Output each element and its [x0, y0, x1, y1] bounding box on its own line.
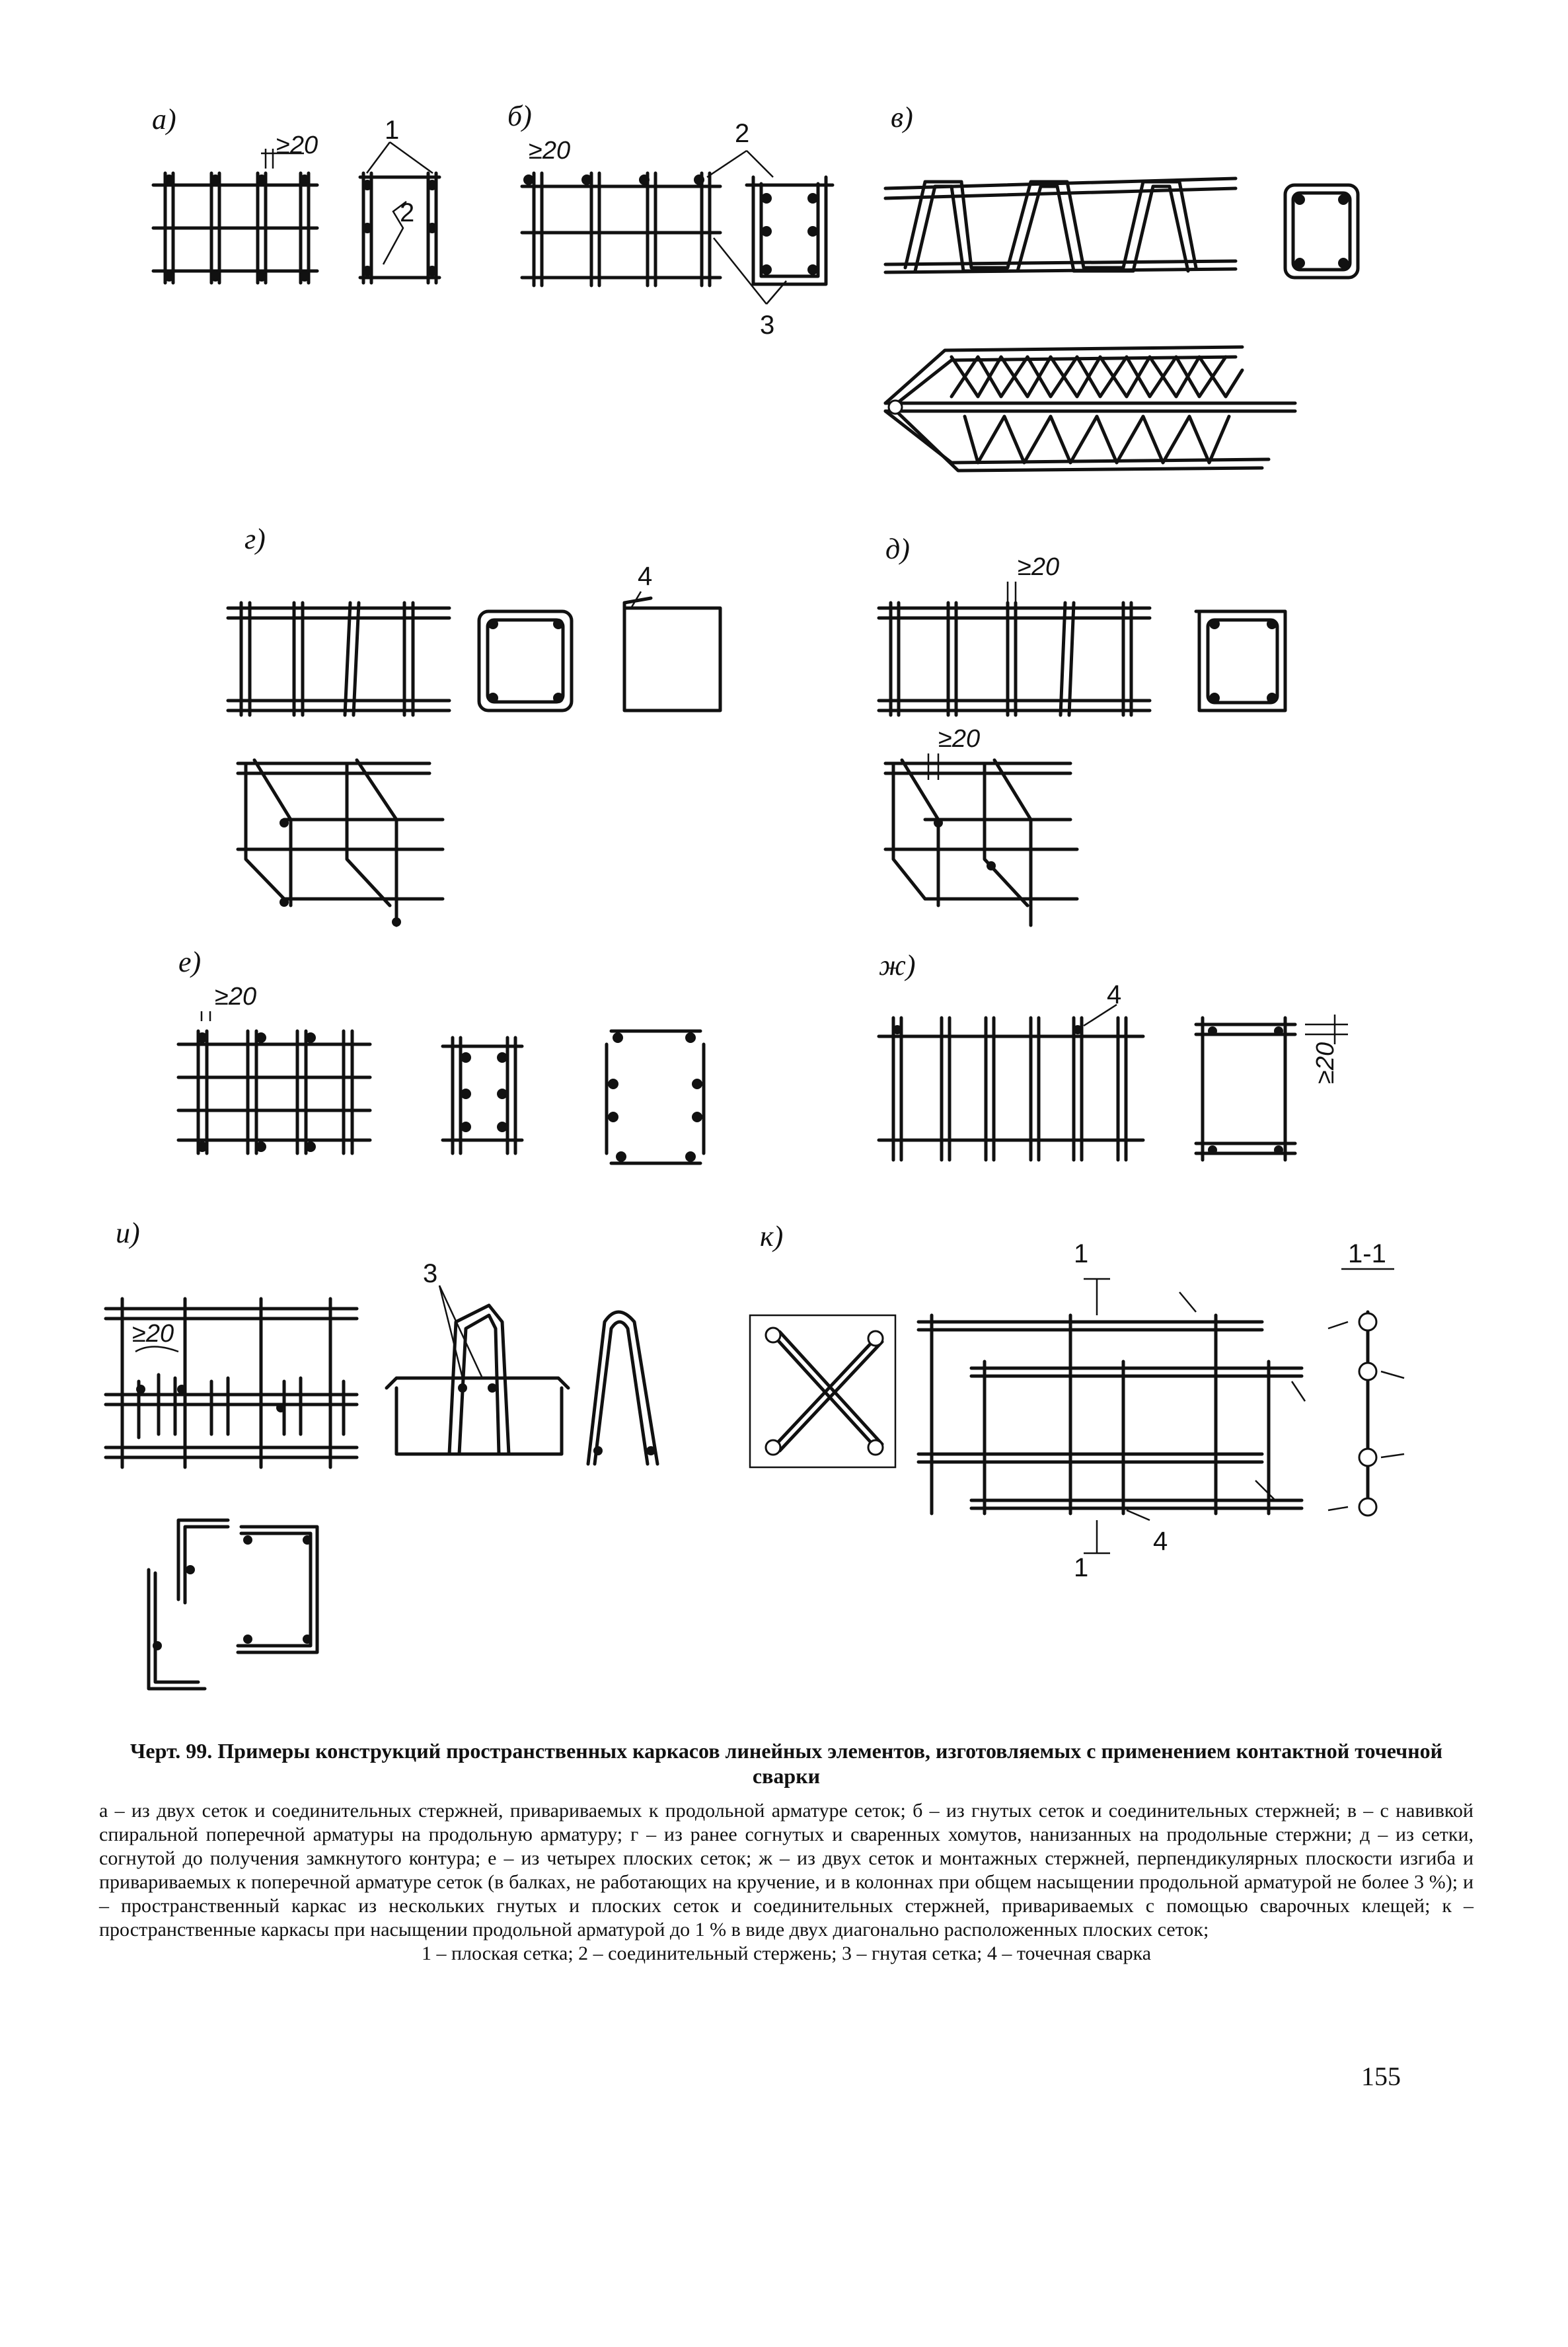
panel-g-stirrup [624, 592, 720, 711]
callout-2-b: 2 [735, 119, 750, 148]
section-mark-top: 1 [1074, 1239, 1089, 1268]
panel-label-v: в) [891, 101, 913, 134]
panel-label-i: и) [116, 1217, 140, 1249]
panel-a [152, 103, 439, 283]
panel-a-mesh [153, 149, 317, 283]
panel-b-section [707, 151, 833, 304]
panel-e-mesh [178, 1011, 370, 1153]
panel-zh-section [1196, 1015, 1348, 1160]
callout-4-k: 4 [1153, 1527, 1168, 1556]
panel-label-a: а) [152, 103, 176, 135]
panel-g-cage-iso [238, 760, 443, 927]
panel-e [178, 946, 704, 1163]
caption-description: а – из двух сеток и соединительных стержней, привариваемых к продольной арматуре сеток; б – из гнутых сеток и соединительных стержней; в – с навивкой спиральной поперечной арматуры на продольную арматуру; г – из ранее согнутых и сваренных хомутов, нанизанных на продольные стержни; д – из сетки, согнутой до получения замкнутого контура; е – из четырех плоских сеток; ж – из двух сеток и монтажных стержней, перпендикулярных плоскости изгиба и привариваемых к поперечной арматуре сеток (в балках, не работающих на кручение, и в колоннах при общем насыщении продольной арматурой не более 3 %); и – пространственный каркас из нескольких гнутых и плоских сеток и соединительных стержней, привариваемых с помощью сварочных клещей; к – пространственные каркасы при насыщении продольной арматурой до 1 % в виде двух диагонально расположенных плоских сеток; [99, 1800, 1474, 1941]
panel-g [228, 523, 720, 927]
callout-1-a: 1 [385, 116, 400, 145]
panel-d-dimension: ≥20 [1018, 553, 1060, 581]
callout-2-a: 2 [400, 198, 415, 227]
panel-i-u-bar [588, 1312, 657, 1464]
section-mark-bottom: 1 [1074, 1553, 1089, 1582]
panel-e-dimension: ≥20 [215, 983, 257, 1011]
panel-i [106, 1217, 657, 1689]
panel-label-k: к) [760, 1220, 784, 1252]
callout-4-zh: 4 [1107, 980, 1122, 1009]
caption-legend: 1 – плоская сетка; 2 – соединительный стержень; 3 – гнутая сетка; 4 – точечная сварка [421, 1943, 1152, 1964]
panel-zh-dimension: ≥20 [1312, 1042, 1339, 1084]
panel-g-cage-elevation [228, 603, 449, 715]
panel-k-plan [918, 1279, 1305, 1553]
panel-label-zh: ж) [879, 949, 916, 981]
panel-d [879, 533, 1285, 925]
panel-i-dimension: ≥20 [132, 1320, 174, 1348]
panel-b-dimension: ≥20 [529, 137, 571, 165]
panel-label-d: д) [885, 533, 910, 565]
callout-3-b: 3 [760, 311, 775, 340]
panel-label-g: г) [244, 523, 266, 555]
panel-k-section-1-1 [1328, 1269, 1404, 1516]
callout-4-g: 4 [638, 562, 653, 591]
section-label-1-1: 1-1 [1348, 1239, 1386, 1268]
panel-zh [879, 949, 1348, 1160]
figure-caption-body [99, 1799, 1474, 1966]
panel-k [750, 1220, 1404, 1582]
panel-i-bent-mesh [387, 1286, 568, 1454]
panel-v [885, 101, 1358, 471]
panel-b [507, 100, 833, 340]
panel-e-section-1 [443, 1038, 522, 1153]
panel-a-dimension: ≥20 [276, 132, 318, 159]
panel-e-section-2 [607, 1031, 704, 1163]
panel-label-e: е) [178, 946, 202, 978]
panel-v-spiral-cage [885, 178, 1236, 272]
panel-label-b: б) [507, 100, 532, 132]
panel-d-dimension-2: ≥20 [938, 725, 981, 753]
panel-zh-mesh [879, 1005, 1143, 1160]
panel-v-section [1285, 185, 1358, 278]
panel-k-section-square [750, 1315, 895, 1467]
panel-d-section [1196, 611, 1285, 711]
panel-i-corners [149, 1520, 317, 1689]
callout-3-i: 3 [423, 1259, 438, 1288]
panel-g-section [479, 611, 572, 711]
panel-b-mesh [522, 173, 720, 286]
panel-d-cage-elevation [879, 582, 1150, 715]
panel-v-pointed-cage [885, 347, 1295, 471]
page-number: 155 [1361, 2061, 1401, 2091]
panel-d-cage-iso [885, 753, 1077, 925]
figure-caption-title: Черт. 99. Примеры конструкций пространственных каркасов линейных элементов, изготовляемых с применением контактной точечной сварки [130, 1739, 1443, 1788]
